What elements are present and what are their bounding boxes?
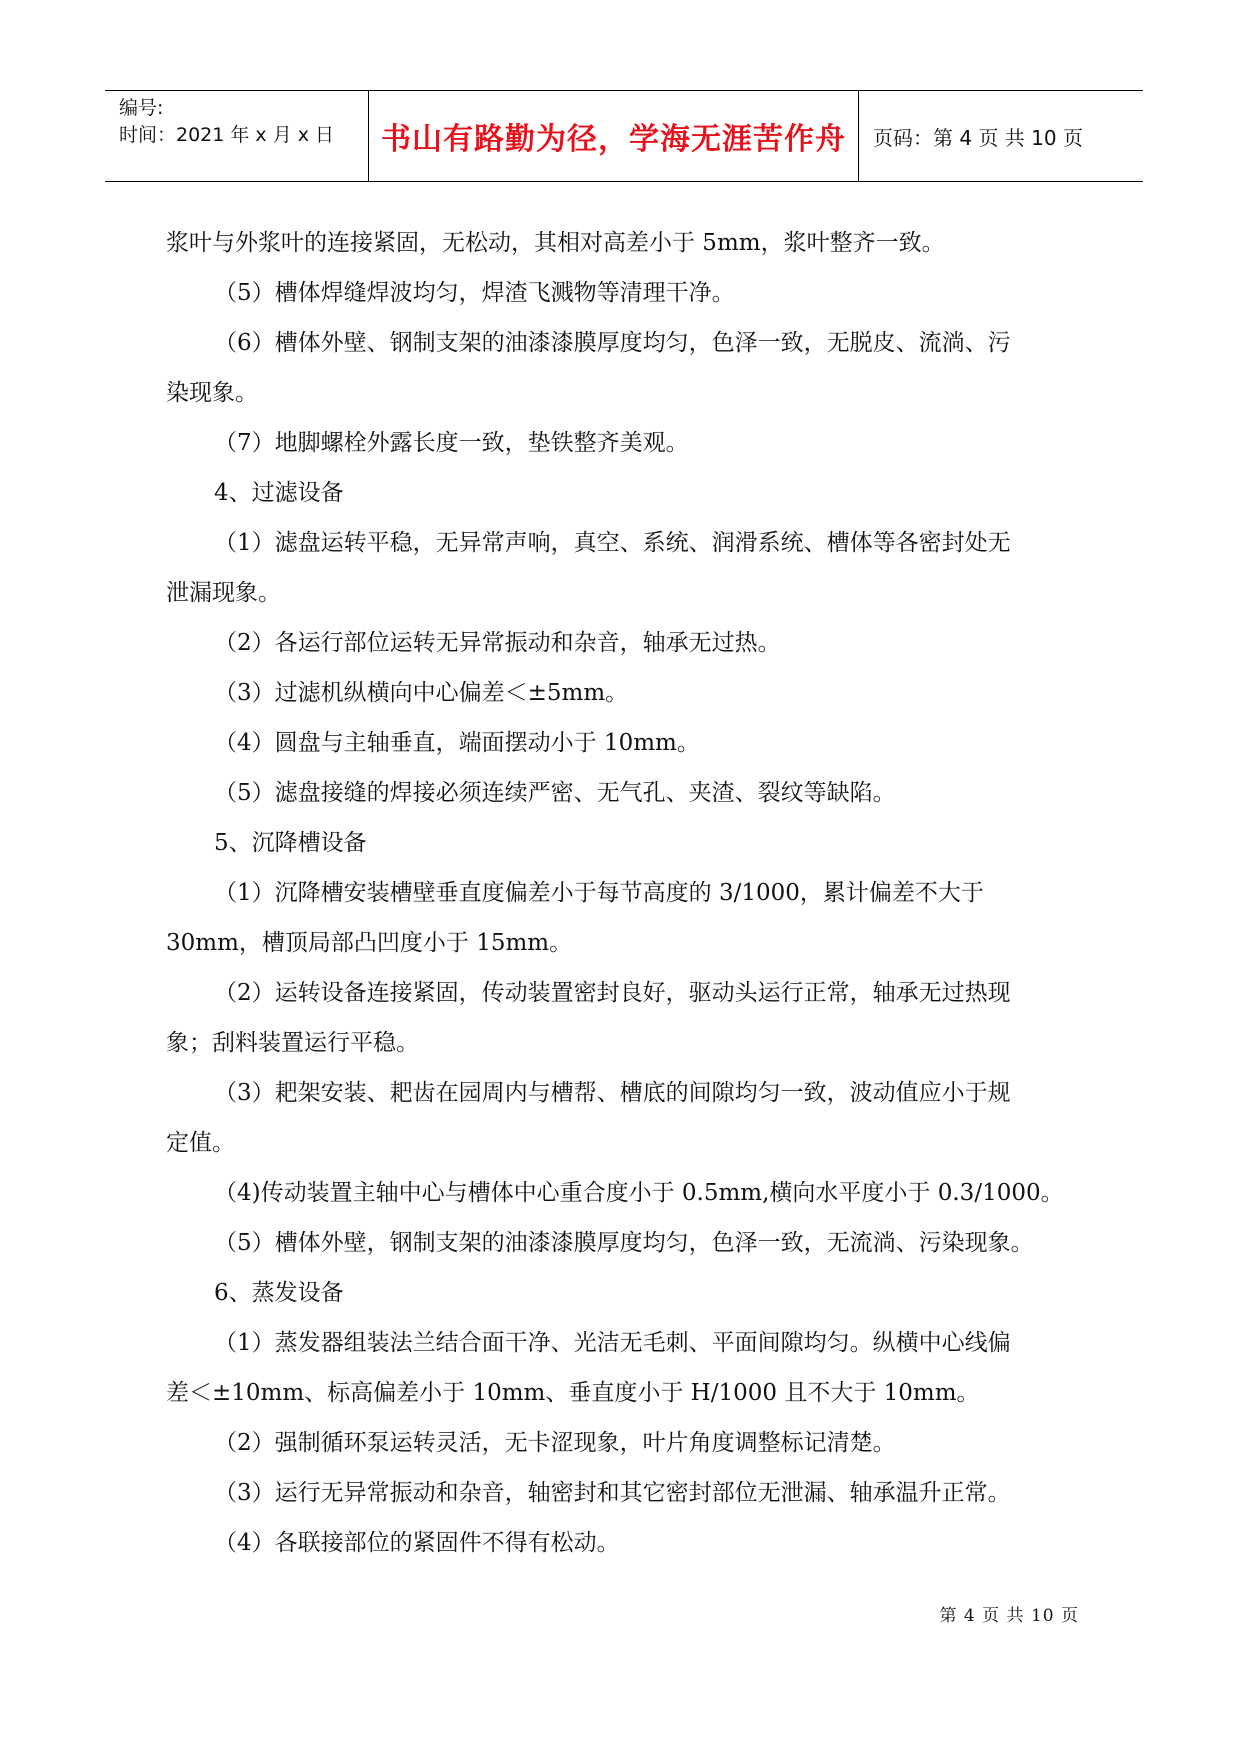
- document-time-label: 时间：2021 年 x 月 x 日: [119, 124, 335, 146]
- header-page-info-cell: [859, 91, 1143, 181]
- paragraph-line: （1）蒸发器组装法兰结合面干净、光洁无毛刺、平面间隙均匀。纵横中心线偏: [214, 1330, 1011, 1356]
- paragraph-line: （4)传动装置主轴中心与槽体中心重合度小于 0.5mm,横向水平度小于 0.3/1000。: [214, 1180, 1064, 1206]
- section-heading: 6、蒸发设备: [214, 1280, 344, 1306]
- paragraph-line: （1）滤盘运转平稳，无异常声响，真空、系统、润滑系统、槽体等各密封处无: [214, 530, 1011, 556]
- paragraph-line: 染现象。: [166, 380, 258, 406]
- paragraph-line: 浆叶与外浆叶的连接紧固，无松动，其相对高差小于 5mm，浆叶整齐一致。: [166, 230, 945, 256]
- paragraph-line: （6）槽体外壁、钢制支架的油漆漆膜厚度均匀，色泽一致，无脱皮、流淌、污: [214, 330, 1011, 356]
- paragraph-line: 定值。: [166, 1130, 235, 1156]
- document-body: [166, 218, 1086, 1568]
- header-meta: [105, 91, 368, 181]
- paragraph-line: （3）运行无异常振动和杂音，轴密封和其它密封部位无泄漏、轴承温升正常。: [214, 1480, 1011, 1506]
- section-heading: 4、过滤设备: [214, 480, 344, 506]
- paragraph-line: 差＜±10mm、标高偏差小于 10mm、垂直度小于 H/1000 且不大于 10mm。: [166, 1380, 980, 1406]
- paragraph-line: （2）强制循环泵运转灵活，无卡涩现象，叶片角度调整标记清楚。: [214, 1430, 896, 1456]
- header-motto: 书山有路勤为径，学海无涯苦作舟: [381, 122, 846, 157]
- paragraph-line: （3）耙架安装、耙齿在园周内与槽帮、槽底的间隙均匀一致，波动值应小于规: [214, 1080, 1011, 1106]
- section-heading: 5、沉降槽设备: [214, 830, 367, 856]
- paragraph-line: （1）沉降槽安装槽壁垂直度偏差小于每节高度的 3/1000，累计偏差不大于: [214, 880, 984, 906]
- page-footer: 第 4 页 共 10 页: [939, 1606, 1079, 1626]
- header-page-info: 页码：第 4 页 共 10 页: [873, 125, 1083, 150]
- paragraph-line: （5）槽体焊缝焊波均匀，焊渣飞溅物等清理干净。: [214, 280, 735, 306]
- paragraph-line: （2）各运行部位运转无异常振动和杂音，轴承无过热。: [214, 630, 781, 656]
- page-header: [105, 90, 1143, 182]
- paragraph-line: （2）运转设备连接紧固，传动装置密封良好，驱动头运行正常，轴承无过热现: [214, 980, 1011, 1006]
- paragraph-line: （5）滤盘接缝的焊接必须连续严密、无气孔、夹渣、裂纹等缺陷。: [214, 780, 896, 806]
- document-number-label: 编号:: [119, 97, 164, 119]
- paragraph-line: 30mm，槽顶局部凸凹度小于 15mm。: [166, 930, 573, 956]
- paragraph-line: （4）圆盘与主轴垂直，端面摆动小于 10mm。: [214, 730, 700, 756]
- paragraph-line: （5）槽体外壁，钢制支架的油漆漆膜厚度均匀，色泽一致，无流淌、污染现象。: [214, 1230, 1034, 1256]
- paragraph-line: （7）地脚螺栓外露长度一致，垫铁整齐美观。: [214, 430, 689, 456]
- paragraph-line: （4）各联接部位的紧固件不得有松动。: [214, 1530, 620, 1556]
- paragraph-line: （3）过滤机纵横向中心偏差＜±5mm。: [214, 680, 629, 706]
- paragraph-line: 象；刮料装置运行平稳。: [166, 1030, 419, 1056]
- paragraph-line: 泄漏现象。: [166, 580, 281, 606]
- header-motto-cell: [368, 91, 859, 181]
